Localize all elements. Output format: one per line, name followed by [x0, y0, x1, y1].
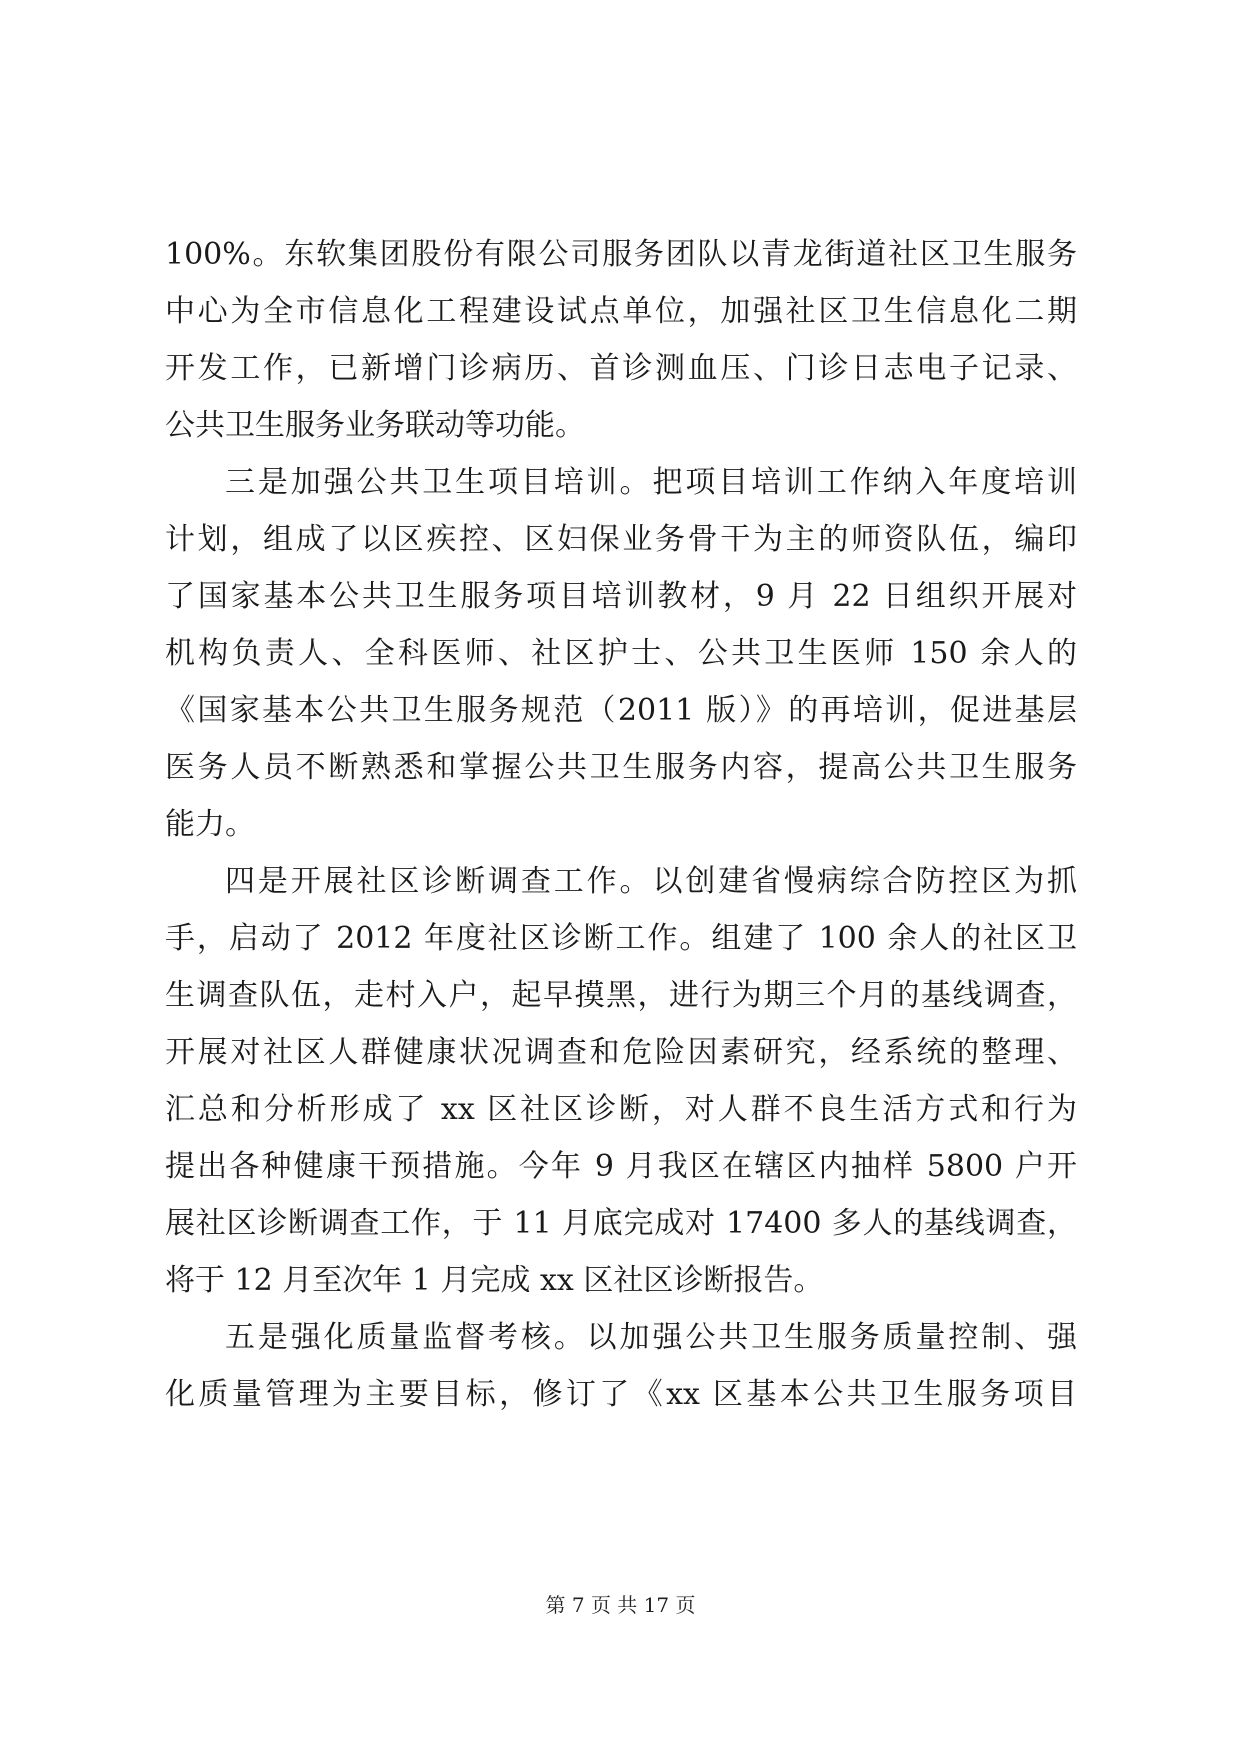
- text-line: 生调查队伍，走村入户，起早摸黑，进行为期三个月的基线调查，: [165, 978, 1077, 1013]
- text-line: 计划，组成了以区疾控、区妇保业务骨干为主的师资队伍，编印: [165, 522, 1077, 557]
- text-line: 化质量管理为主要目标，修订了《xx 区基本公共卫生服务项目: [165, 1377, 1077, 1412]
- text-line: 中心为全市信息化工程建设试点单位，加强社区卫生信息化二期: [165, 294, 1077, 329]
- text-line: 手，启动了 2012 年度社区诊断工作。组建了 100 余人的社区卫: [165, 921, 1077, 956]
- text-line: 四是开展社区诊断调查工作。以创建省慢病综合防控区为抓: [225, 864, 1077, 899]
- text-line: 机构负责人、全科医师、社区护士、公共卫生医师 150 余人的: [165, 636, 1077, 671]
- text-line: 医务人员不断熟悉和掌握公共卫生服务内容，提高公共卫生服务: [165, 750, 1077, 785]
- text-line: 将于 12 月至次年 1 月完成 xx 区社区诊断报告。: [165, 1263, 824, 1298]
- paragraph: [165, 1309, 1077, 1423]
- text-line: 开展对社区人群健康状况调查和危险因素研究，经系统的整理、: [165, 1035, 1077, 1070]
- text-line: 公共卫生服务业务联动等功能。: [165, 408, 585, 443]
- page-number-footer: 第 7 页 共 17 页: [545, 1593, 696, 1617]
- text-line: 开发工作，已新增门诊病历、首诊测血压、门诊日志电子记录、: [165, 351, 1077, 386]
- text-line: 展社区诊断调查工作，于 11 月底完成对 17400 多人的基线调查，: [165, 1206, 1077, 1241]
- text-line: 了国家基本公共卫生服务项目培训教材，9 月 22 日组织开展对: [165, 579, 1077, 614]
- text-line: 三是加强公共卫生项目培训。把项目培训工作纳入年度培训: [225, 465, 1077, 500]
- text-line: 五是强化质量监督考核。以加强公共卫生服务质量控制、强: [225, 1320, 1077, 1355]
- paragraph: [165, 226, 1077, 454]
- text-line: 100%。东软集团股份有限公司服务团队以青龙街道社区卫生服务: [165, 237, 1077, 272]
- paragraph: [165, 853, 1077, 1309]
- text-line: 汇总和分析形成了 xx 区社区诊断，对人群不良生活方式和行为: [165, 1092, 1077, 1127]
- paragraph: [165, 454, 1077, 853]
- document-body: [165, 226, 1077, 1423]
- text-line: 提出各种健康干预措施。今年 9 月我区在辖区内抽样 5800 户开: [165, 1149, 1077, 1184]
- text-line: 能力。: [165, 807, 255, 842]
- text-line: 《国家基本公共卫生服务规范（2011 版）》的再培训，促进基层: [165, 693, 1077, 728]
